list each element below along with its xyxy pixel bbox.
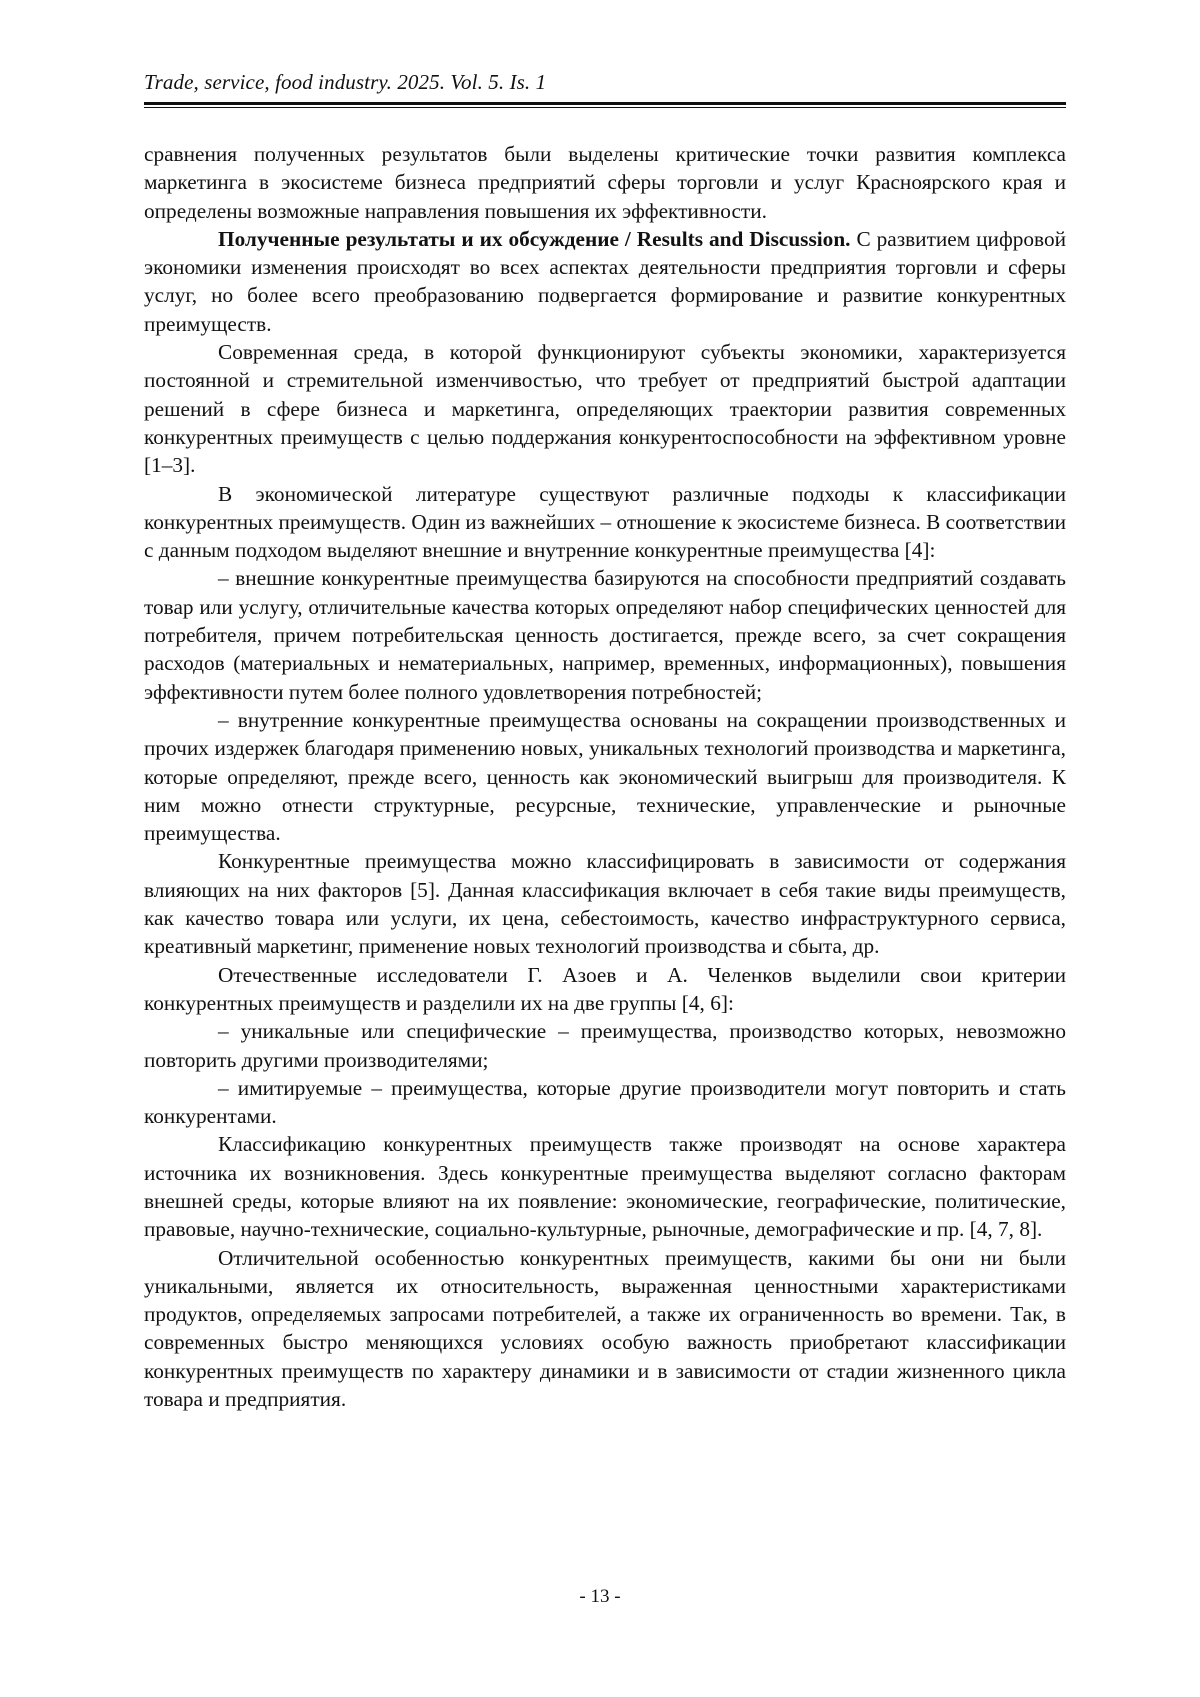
list-item-imitable: – имитируемые – преимущества, которые другие производители могут повторить и стать конкурентами. — [144, 1074, 1066, 1131]
list-item-internal: – внутренние конкурентные преимущества основаны на сокращении производственных и прочих издержек благодаря применению новых, уникальных технологий производства и маркетинга, которые определяют, прежде всего, ценность как экономический выигрыш для производителя. К ним можно отнести структурные, ресурсные, технические, управленческие и рыночные преимущества. — [144, 706, 1066, 847]
paragraph-continuation: сравнения полученных результатов были выделены критические точки развития комплекса маркетинга в экосистеме бизнеса предприятий сферы торговли и услуг Красноярского края и определены возможные направления повышения их эффективности. — [144, 140, 1066, 225]
list-item-unique: – уникальные или специфические – преимущества, производство которых, невозможно повторить другими производителями; — [144, 1017, 1066, 1074]
paragraph: В экономической литературе существуют различные подходы к классификации конкурентных преимуществ. Один из важнейших – отношение к экосистеме бизнеса. В соответствии с данным подходом выделяют внешние и внутренние конкурентные преимущества [4]: — [144, 480, 1066, 565]
list-item-external: – внешние конкурентные преимущества базируются на способности предприятий создавать товар или услугу, отличительные качества которых определяют набор специфических ценностей для потребителя, причем потребительская ценность достигается, прежде всего, за счет сокращения расходов (материальных и нематериальных, например, временных, информационных), повышения эффективности путем более полного удовлетворения потребностей; — [144, 564, 1066, 705]
header-rule-thick — [144, 102, 1066, 105]
paragraph: Отечественные исследователи Г. Азоев и А. Челенков выделили свои критерии конкурентных преимуществ и разделили их на две группы [4, 6]: — [144, 961, 1066, 1018]
paragraph: Конкурентные преимущества можно классифицировать в зависимости от содержания влияющих на них факторов [5]. Данная классификация включает в себя такие виды преимуществ, как качество товара или услуги, их цена, себестоимость, качество инфраструктурного сервиса, креативный маркетинг, применение новых технологий производства и сбыта, др. — [144, 847, 1066, 960]
section-heading: Полученные результаты и их обсуждение / Results and Discussion. — [218, 227, 850, 251]
header-rule-thin — [144, 107, 1066, 108]
article-body — [144, 140, 1066, 1413]
paragraph: Современная среда, в которой функционируют субъекты экономики, характеризуется постоянной и стремительной изменчивостью, что требует от предприятий быстрой адаптации решений в сфере бизнеса и маркетинга, определяющих траектории развития современных конкурентных преимуществ с целью поддержания конкурентоспособности на эффективном уровне [1–3]. — [144, 338, 1066, 479]
paragraph: Отличительной особенностью конкурентных преимуществ, какими бы они ни были уникальными, является их относительность, выраженная ценностными характеристиками продуктов, определяемых запросами потребителей, а также их ограниченность во времени. Так, в современных быстро меняющихся условиях особую важность приобретают классификации конкурентных преимуществ по характеру динамики и в зависимости от стадии жизненного цикла товара и предприятия. — [144, 1244, 1066, 1414]
page-number: - 13 - — [0, 1586, 1200, 1608]
paragraph: Классификацию конкурентных преимуществ также производят на основе характера источника их возникновения. Здесь конкурентные преимущества выделяют согласно факторам внешней среды, которые влияют на их появление: экономические, географические, политические, правовые, научно-технические, социально-культурные, рыночные, демографические и пр. [4, 7, 8]. — [144, 1130, 1066, 1243]
paragraph-results-discussion — [144, 225, 1066, 338]
paragraph-text: С развитием цифровой экономики изменения происходят во всех аспектах деятельности предприятия торговли и сферы услуг, но более всего преобразованию подвергается формирование и развитие конкурентных преимуществ. — [144, 227, 1066, 336]
running-header: Trade, service, food industry. 2025. Vol. 5. Is. 1 — [144, 70, 546, 95]
